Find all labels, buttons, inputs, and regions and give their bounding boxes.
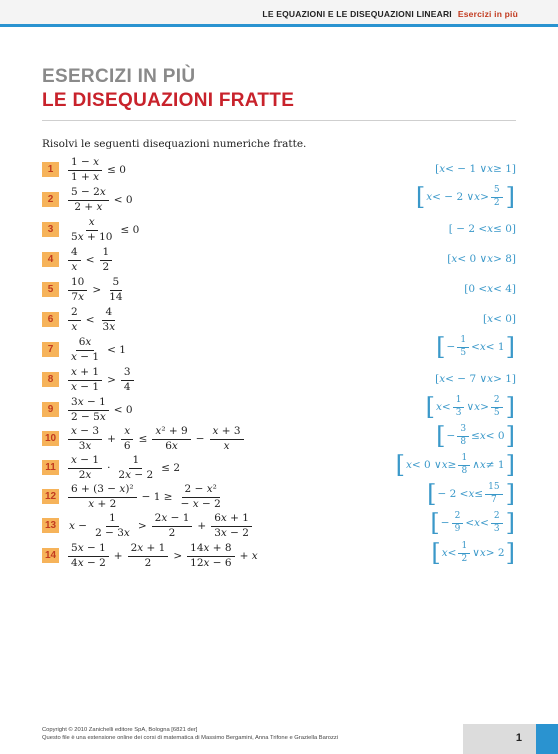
exercise-expression: $\frac{10}{7x}$ > $\frac{5}{14}$ <box>66 277 128 303</box>
exercise-expression: x − $\frac{1}{2 - 3x}$ > $\frac{2x - 1}{2}$ + $\frac{6x + 1}{3x - 2}$ <box>66 513 254 539</box>
credits: Questo file è una estensione online dei corsi di matematica di Massimo Bergamini, Anna Trifone e Graziella Barozzi <box>42 735 339 742</box>
exercise-expression: $\frac{4}{x}$ < $\frac{1}{2}$ <box>66 247 114 273</box>
divider <box>42 120 516 121</box>
page-title-gray: ESERCIZI IN PIÙ <box>42 66 196 87</box>
page-number: 1 <box>515 732 522 744</box>
exercise-solution: [ x < 0 ∨ x ≥ $\frac{1}{8}$ ∧ x ≠ 1 ] <box>395 451 515 479</box>
exercise-solution: [ x < 0] <box>483 313 516 325</box>
exercise-solution: [ x < − 2 ∨ x > $\frac{5}{2}$ ] <box>415 183 515 211</box>
exercise-expression: $\frac{5x - 1}{4x - 2}$ + $\frac{2x + 1}{2}$ > $\frac{14x + 8}{12x - 6}$ + x <box>66 543 261 569</box>
section-title: Esercizi in più <box>457 9 518 19</box>
chapter-title: LE EQUAZIONI E LE DISEQUAZIONI LINEARI <box>262 9 452 19</box>
exercise-number: 6 <box>42 312 59 327</box>
exercise-expression: $\frac{3x - 1}{2 - 5x}$ < 0 <box>66 397 136 423</box>
exercise-expression: $\frac{\text{6 + (3 − x)²}}{x + 2}$ − 1 ≥ $\frac{\text{2 − x²}}{- x - 2}$ <box>66 484 226 510</box>
exercise-solution: [ x < 0 ∨ x > 8] <box>447 253 516 265</box>
exercise-number: 9 <box>42 402 59 417</box>
exercise-number: 5 <box>42 282 59 297</box>
exercise-expression: $\frac{6x}{x - 1}$ < 1 <box>71 336 126 363</box>
exercise-number: 11 <box>42 460 59 475</box>
exercise-number: 12 <box>42 489 59 504</box>
instructions: Risolvi le seguenti disequazioni numeriche fratte. <box>42 138 307 150</box>
exercise-expression: $\frac{x - 3}{3x}$ + $\frac{x}{6}$ ≤ $\frac{\text{x² + 9}}{6x}$ − $\frac{x + 3}{x}$ <box>66 426 246 452</box>
exercise-expression: $\frac{1 - x}{1 + x}$ ≤ 0 <box>66 157 129 183</box>
exercise-number: 10 <box>42 431 59 446</box>
exercise-number: 1 <box>42 162 59 177</box>
exercise-number: 7 <box>42 342 59 357</box>
exercise-expression: $\frac{2}{x}$ < $\frac{4}{3x}$ <box>66 307 120 333</box>
copyright: Copyright © 2010 Zanichelli editore SpA, Bologna [6821 der] <box>42 727 198 733</box>
exercise-number: 3 <box>42 222 59 237</box>
exercise-solution: [ − 2 < x ≤ 0] <box>448 223 516 235</box>
page-number-box <box>463 724 558 754</box>
exercise-solution: [ − $\frac{1}{5}$ < x < 1 ] <box>436 333 515 361</box>
running-header <box>262 9 518 19</box>
exercise-solution: [ x < − 1 ∨ x ≥ 1] <box>435 163 516 175</box>
exercise-number: 4 <box>42 252 59 267</box>
exercise-solution: [ x < − 7 ∨ x > 1] <box>435 373 516 385</box>
page-title-red: LE DISEQUAZIONI FRATTE <box>42 90 295 111</box>
exercise-solution: [ − 2 < x ≤ $\frac{15}{7}$ ] <box>427 480 515 508</box>
exercise-number: 2 <box>42 192 59 207</box>
exercise-number: 14 <box>42 548 59 563</box>
exercise-number: 13 <box>42 518 59 533</box>
exercise-expression: $\frac{x + 1}{x - 1}$ > $\frac{3}{4}$ <box>66 367 136 393</box>
exercise-solution: [ − $\frac{3}{8}$ ≤ x < 0 ] <box>436 422 515 450</box>
exercise-solution: [ x < $\frac{1}{3}$ ∨ x > $\frac{2}{5}$ ] <box>425 393 515 421</box>
exercise-solution: [ − $\frac{2}{9}$ < x < $\frac{2}{3}$ ] <box>430 509 515 537</box>
exercise-expression: $\frac{x}{5x + 10}$ ≤ 0 <box>71 216 140 243</box>
exercise-solution: [ x < $\frac{1}{2}$ ∨ x > 2 ] <box>431 539 515 567</box>
exercise-expression: $\frac{x - 1}{2x}$ · $\frac{1}{2x - 2}$ ≤ 2 <box>66 455 183 481</box>
exercise-expression: $\frac{5 - 2x}{2 + x}$ < 0 <box>66 187 136 213</box>
footer <box>42 726 338 743</box>
exercise-solution: [0 < x < 4] <box>464 283 516 295</box>
exercise-number: 8 <box>42 372 59 387</box>
